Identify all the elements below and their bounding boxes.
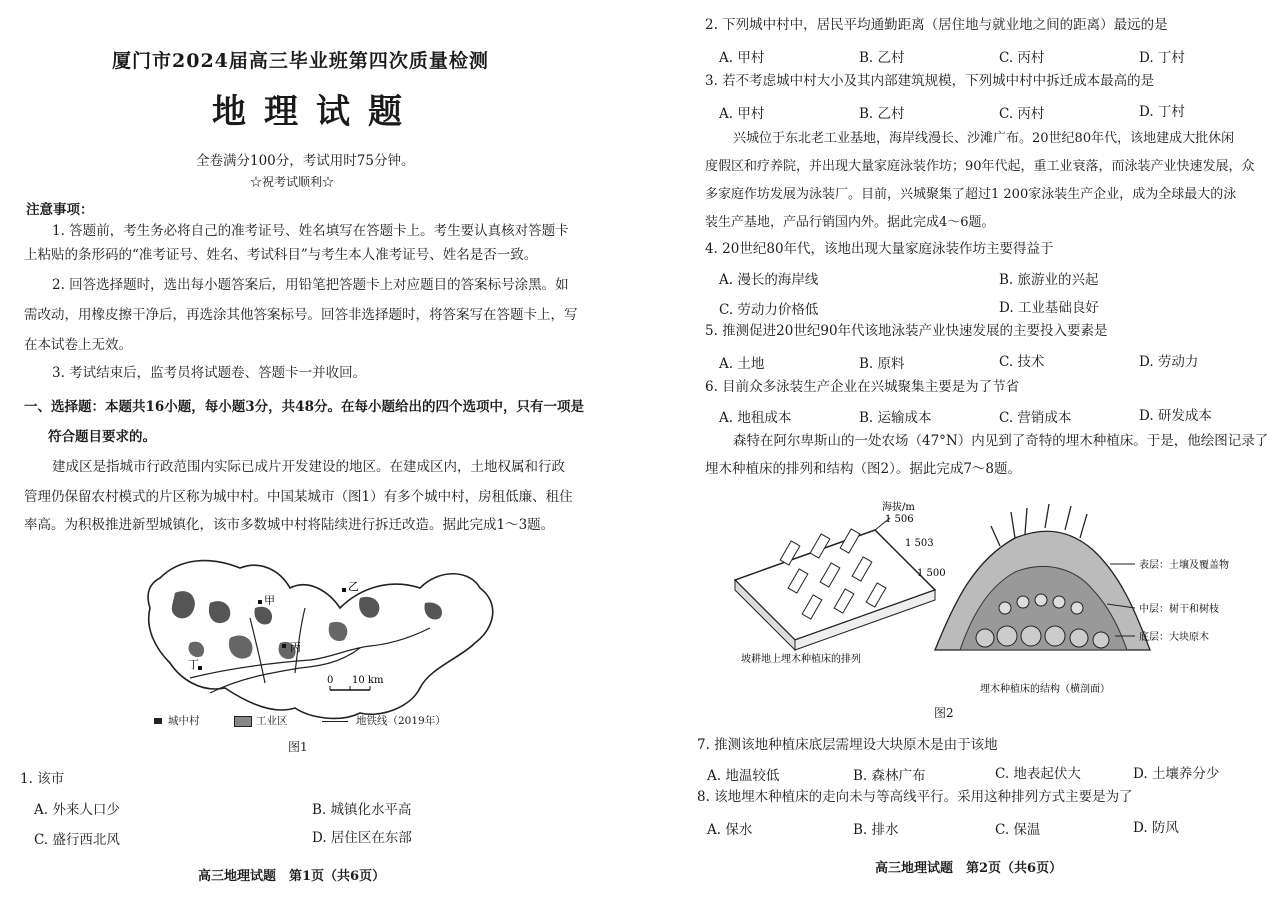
option-c: C. 丙村: [999, 50, 1045, 66]
notice-line: 上粘贴的条形码的“准考证号、姓名、考试科目”与考生本人准考证号、姓名是否一致。: [24, 247, 538, 263]
notice-heading: 注意事项：: [26, 202, 94, 218]
option-c: C. 保温: [995, 822, 1041, 838]
question-stem: 7. 推测该地种植床底层需埋设大块原木是由于该地: [697, 737, 998, 753]
figure-caption: 图1: [288, 740, 308, 754]
option-b: B. 旅游业的兴起: [999, 272, 1099, 288]
option-d: D. 丁村: [1139, 50, 1185, 66]
metro-line: [250, 618, 265, 683]
log: [1045, 626, 1065, 646]
branch: [1035, 594, 1047, 606]
wish-line: ☆祝考试顺利☆: [250, 175, 335, 189]
passage-line: 森特在阿尔卑斯山的一处农场（47°N）内见到了奇特的埋木种植床。于是，他绘图记录了: [733, 433, 1269, 449]
branch: [1071, 602, 1083, 614]
log: [1070, 629, 1088, 647]
option-d: D. 居住区在东部: [312, 830, 412, 846]
notice-line: 在本试卷上无效。: [24, 337, 132, 353]
city-map-figure: [130, 548, 510, 728]
passage-line: 建成区是指城市行政范围内实际已成片开发建设的地区。在建成区内，土地权属和行政: [52, 459, 565, 475]
passage-line: 多家庭作坊发展为泳装厂。目前，兴城聚集了超过1 200家泳装生产企业，成为全球最大的泳: [705, 187, 1237, 202]
planting-bed-figure: [715, 490, 1260, 700]
option-a: A. 土地: [719, 356, 765, 372]
legend-industrial-swatch: [234, 716, 252, 727]
branch: [999, 602, 1011, 614]
option-b: B. 运输成本: [859, 410, 932, 426]
log: [976, 629, 994, 647]
option-c: C. 盛行西北风: [34, 832, 120, 848]
branch: [1053, 596, 1065, 608]
contour-label: 1 500: [917, 568, 946, 579]
question-stem: 5. 推测促进20世纪90年代该地泳装产业快速发展的主要投入要素是: [705, 323, 1108, 339]
passage-line: 度假区和疗养院，并出现大量家庭泳装作坊；90年代起，重工业衰落，而泳装产业快速发展，众: [705, 159, 1255, 174]
layer-bottom-label: 底层：大块原木: [1139, 632, 1209, 643]
option-a: A. 地租成本: [719, 410, 792, 426]
option-b: B. 乙村: [859, 106, 905, 122]
log: [997, 626, 1017, 646]
score-line: 全卷满分100分，考试用时75分钟。: [196, 153, 415, 169]
log: [1021, 626, 1041, 646]
question-stem: 8. 该地埋木种植床的走向未与等高线平行。采用这种排列方式主要是为了: [697, 789, 1133, 805]
legend-metro: 地铁线（2019年）: [356, 715, 446, 727]
page-footer: 高三地理试题 第2页（共6页）: [875, 861, 1063, 876]
option-d: D. 防风: [1133, 820, 1179, 836]
city-boundary: [148, 561, 493, 719]
branch: [1017, 596, 1029, 608]
option-b: B. 排水: [853, 822, 899, 838]
altitude-label: 海拔/m: [882, 502, 915, 513]
option-b: B. 乙村: [859, 50, 905, 66]
legend-industrial: 工业区: [256, 715, 288, 727]
option-a: A. 外来人口少: [34, 802, 120, 818]
notice-line: 3. 考试结束后，监考员将试题卷、答题卡一并收回。: [52, 365, 367, 381]
legend-metro-swatch: [322, 721, 348, 722]
figure-caption: 图2: [934, 706, 954, 720]
passage-line: 埋木种植床的排列和结构（图2）。据此完成7～8题。: [705, 461, 1022, 477]
notice-line: 需改动，用橡皮擦干净后，再选涂其他答案标号。回答非选择题时，将答案写在答题卡上，写: [24, 307, 578, 323]
exam-page-2: [635, 0, 1270, 900]
option-c: C. 劳动力价格低: [719, 302, 819, 318]
legend-village-swatch: [154, 718, 162, 724]
option-c: C. 地表起伏大: [995, 766, 1081, 782]
option-d: D. 劳动力: [1139, 354, 1199, 370]
right-figure-caption: 埋木种植床的结构（横剖面）: [980, 684, 1110, 695]
option-b: B. 城镇化水平高: [312, 802, 412, 818]
village-marker: [342, 588, 346, 592]
village-marker: [282, 644, 286, 648]
option-a: A. 漫长的海岸线: [719, 272, 819, 288]
page-footer: 高三地理试题 第1页（共6页）: [198, 869, 386, 884]
passage-line: 管理仍保留农村模式的片区称为城中村。中国某城市（图1）有多个城中村，房租低廉、租住: [24, 489, 573, 505]
question-stem: 3. 若不考虑城中村大小及其内部建筑规模，下列城中村中拆迁成本最高的是: [705, 73, 1155, 89]
option-c: C. 技术: [999, 354, 1045, 370]
exam-title: 厦门市2024届高三毕业班第四次质量检测: [112, 50, 489, 72]
option-d: D. 研发成本: [1139, 408, 1212, 424]
notice-line: 1. 答题前，考生务必将自己的准考证号、姓名填写在答题卡上。考生要认真核对答题卡: [52, 223, 569, 239]
section-heading: 一、选择题：本题共16小题，每小题3分，共48分。在每小题给出的四个选项中，只有一项是: [24, 399, 584, 415]
left-figure-caption: 坡耕地上埋木种植床的排列: [741, 654, 861, 665]
option-a: A. 保水: [707, 822, 753, 838]
layer-mid-label: 中层：树干和树枝: [1139, 604, 1219, 615]
option-c: C. 丙村: [999, 106, 1045, 122]
map-label: 丁: [188, 658, 199, 671]
option-b: B. 原料: [859, 356, 905, 372]
village-marker: [258, 600, 262, 604]
map-label: 丙: [290, 641, 301, 654]
subject-title: 地理试题: [212, 92, 420, 132]
legend-village: 城中村: [168, 715, 200, 727]
option-d: D. 丁村: [1139, 104, 1185, 120]
question-stem: 1. 该市: [20, 771, 65, 787]
option-d: D. 土壤养分少: [1133, 766, 1220, 782]
passage-line: 率高。为积极推进新型城镇化，该市多数城中村将陆续进行拆迁改造。据此完成1～3题。: [24, 517, 555, 533]
section-heading: 符合题目要求的。: [48, 429, 156, 445]
question-stem: 6. 目前众多泳装生产企业在兴城聚集主要是为了节省: [705, 379, 1020, 395]
option-d: D. 工业基础良好: [999, 300, 1099, 316]
metro-line: [190, 628, 430, 678]
layer-top-label: 表层：土壤及覆盖物: [1139, 560, 1229, 571]
contour-label: 1 503: [905, 538, 934, 549]
map-label: 甲: [264, 594, 275, 607]
scale-km: 10 km: [352, 675, 384, 686]
option-c: C. 营销成本: [999, 410, 1072, 426]
question-stem: 2. 下列城中村中，居民平均通勤距离（居住地与就业地之间的距离）最远的是: [705, 17, 1168, 33]
passage-line: 兴城位于东北老工业基地，海岸线漫长、沙滩广布。20世纪80年代，该地建成大批休闲: [733, 131, 1235, 146]
contour-label: 1 506: [885, 514, 914, 525]
log: [1093, 632, 1109, 648]
passage-line: 装生产基地，产品行销国内外。据此完成4～6题。: [705, 215, 995, 230]
option-a: A. 甲村: [719, 106, 765, 122]
question-stem: 4. 20世纪80年代，该地出现大量家庭泳装作坊主要得益于: [705, 241, 1054, 257]
option-a: A. 甲村: [719, 50, 765, 66]
scale-zero: 0: [327, 675, 334, 686]
map-label: 乙: [348, 580, 359, 593]
notice-line: 2. 回答选择题时，选出每小题答案后，用铅笔把答题卡上对应题目的答案标号涂黑。如: [52, 277, 569, 293]
option-b: B. 森林广布: [853, 768, 926, 784]
option-a: A. 地温较低: [707, 768, 780, 784]
